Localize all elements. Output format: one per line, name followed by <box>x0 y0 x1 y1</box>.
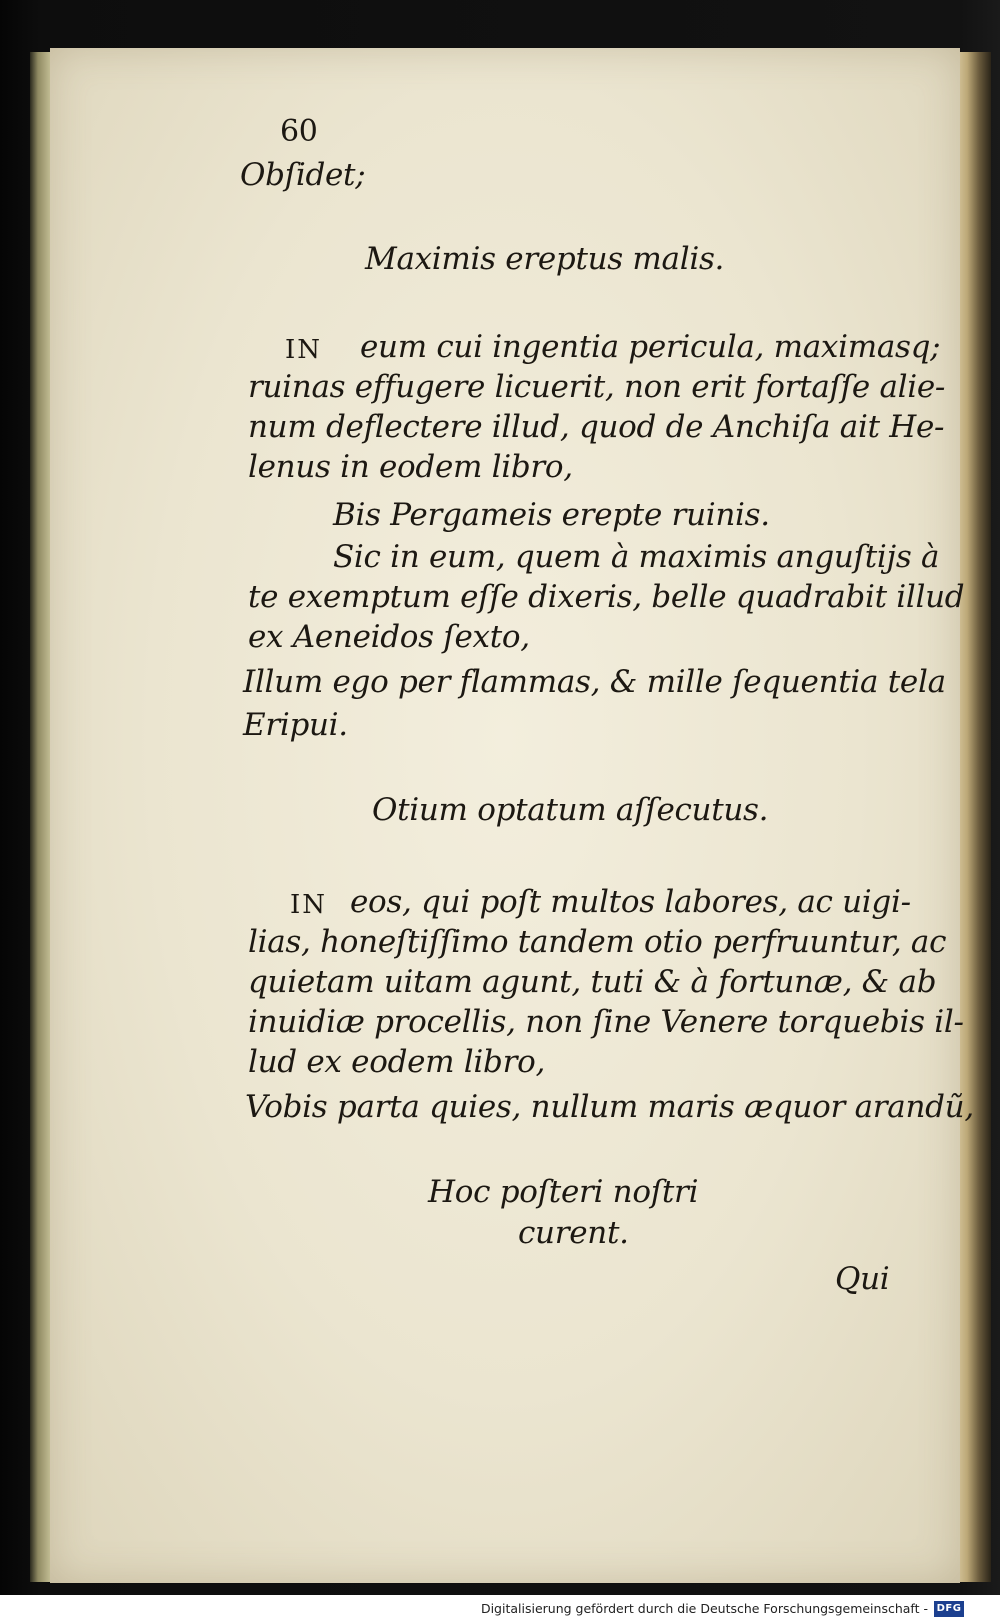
text-line-12: Eripui. <box>243 707 348 743</box>
text-line-1: Obſidet; <box>240 157 366 193</box>
text-line-8: Sic in eum, quem à maximis anguſtijs à <box>333 539 940 575</box>
initial-capital-1: IN <box>285 335 323 365</box>
text-line-9: te exemptum eſſe dixeris, belle quadrabit illud <box>248 579 965 615</box>
text-line-3: eum cui ingentia pericula, maximasq; <box>360 329 941 365</box>
text-line-10: ex Aeneidos ſexto, <box>248 619 530 655</box>
text-line-16: quietam uitam agunt, tuti & à fortunæ, & ab <box>248 964 937 1000</box>
text-line-19: Vobis parta quies, nullum maris æquor arandũ, <box>245 1089 974 1125</box>
section-heading-1: Maximis ereptus malis. <box>365 241 725 277</box>
text-line-18: lud ex eodem libro, <box>248 1044 546 1080</box>
text-line-4: ruinas effugere licuerit, non erit fortaſſe alie- <box>248 369 946 405</box>
text-line-11: Illum ego per flammas, & mille ſequentia tela <box>243 664 946 700</box>
page-edge-left <box>30 52 52 1582</box>
text-line-5: num deflectere illud, quod de Anchiſa ait He- <box>248 409 945 445</box>
text-line-17: inuidiæ procellis, non ſine Venere torquebis il- <box>248 1004 964 1040</box>
book-page <box>50 48 974 1583</box>
text-line-14: eos, qui poſt multos labores, ac uigi- <box>350 884 911 920</box>
initial-capital-2: IN <box>290 890 328 920</box>
catchword: Qui <box>835 1261 890 1297</box>
text-line-7: Bis Pergameis erepte ruinis. <box>333 497 770 533</box>
footer-credit: Digitalisierung gefördert durch die Deutsche Forschungsgemeinschaft - <box>480 1601 928 1616</box>
page-edge-right <box>955 52 991 1582</box>
page-number: 60 <box>280 114 318 149</box>
section-heading-2: Otium optatum aſſecutus. <box>372 792 769 828</box>
digitization-footer <box>0 1595 1000 1623</box>
text-line-20: Hoc poſteri noſtri <box>428 1174 699 1210</box>
text-line-21: curent. <box>518 1215 629 1251</box>
dfg-logo-icon: DFG <box>934 1601 964 1617</box>
text-line-6: lenus in eodem libro, <box>248 449 573 485</box>
text-line-15: lias, honeſtiſſimo tandem otio perfruuntur, ac <box>248 924 947 960</box>
